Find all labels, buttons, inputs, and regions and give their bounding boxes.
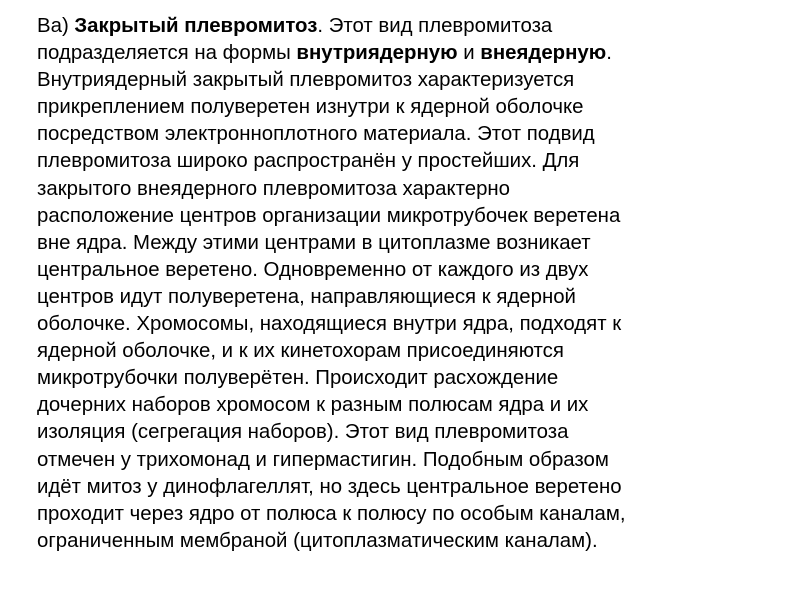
text-fragment: и (457, 42, 481, 65)
body-text (37, 13, 787, 555)
text-line: идёт митоз у динофлагеллят, но здесь центральное веретено (37, 475, 622, 498)
text-line: Внутриядерный закрытый плевромитоз характеризуется (37, 69, 575, 92)
text-line: ограниченным мембраной (цитоплазматическим каналам). (37, 529, 598, 552)
text-line: отмечен у трихомонад и гипермастигин. Подобным образом (37, 448, 609, 471)
text-line: микротрубочки полуверётен. Происходит расхождение (37, 367, 559, 390)
term-intranuclear: внутриядерную (296, 42, 458, 65)
text-line: расположение центров организации микротрубочек веретена (37, 204, 621, 227)
text-fragment: подразделяется на формы (37, 42, 297, 65)
text-line: закрытого внеядерного плевромитоза характерно (37, 177, 511, 200)
text-line: оболочке. Хромосомы, находящиеся внутри ядра, подходят к (37, 313, 622, 336)
text-line: вне ядра. Между этими центрами в цитоплазме возникает (37, 231, 591, 254)
section-prefix: Ва) (37, 15, 75, 37)
text-line (37, 40, 787, 67)
text-fragment: . Этот вид плевромитоза (317, 15, 553, 37)
term-extranuclear: внеядерную (480, 42, 607, 65)
text-fragment: . (606, 42, 612, 65)
text-line: прикреплением полуверетен изнутри к ядерной оболочке (37, 96, 584, 119)
text-line: изоляция (сегрегация наборов). Этот вид плевромитоза (37, 421, 569, 444)
text-line: посредством электронноплотного материала. Этот подвид (37, 123, 595, 146)
text-line: центров идут полуверетена, направляющиеся к ядерной (37, 285, 576, 308)
text-line: плевромитоза широко распространён у простейших. Для (37, 150, 580, 173)
text-line: дочерних наборов хромосом к разным полюсам ядра и их (37, 394, 589, 417)
text-line: ядерной оболочке, и к их кинетохорам присоединяются (37, 340, 564, 363)
text-line: центральное веретено. Одновременно от каждого из двух (37, 258, 589, 281)
text-line (37, 13, 787, 40)
term-closed-pleuromitosis: Закрытый плевромитоз (74, 15, 318, 37)
text-line: проходит через ядро от полюса к полюсу по особым каналам, (37, 502, 626, 525)
